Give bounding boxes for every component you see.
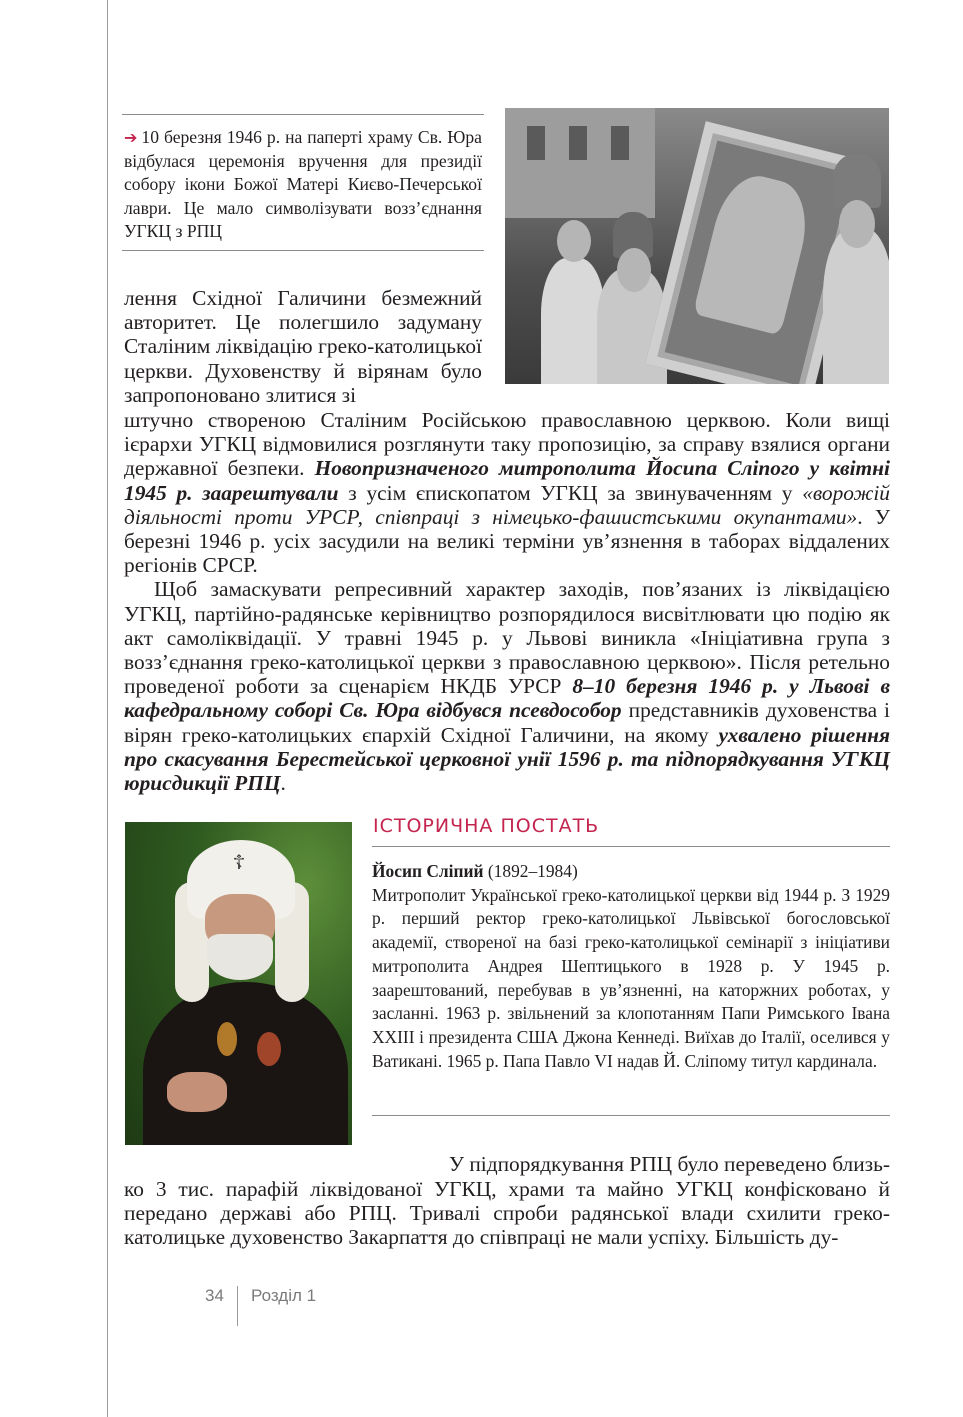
p2-emphasis-d: ухвалено рішення про скасування Берестейської церковної унії 1596 р. та підпорядкування УГКЦ юрисдикції РПЦ [124,722,890,796]
portrait-photo [125,822,352,1145]
p2-text-a: Щоб замаскувати репресивний характер заходів, пов’язаних із ліквідацією УГКЦ, партійно-радянське керівництво розпорядилося висвітлювати цю подію як акт самоліквідації. У травні 1945 р. у Львові виникла «Ініціативна група з возз’єднання греко-католицької церкви з православною церквою». Після ретельно проведеної роботи за сценарієм НКДБ УРСР [124,577,890,699]
p1-text-a: штучно створеною Сталіним Російською православною церквою. Коли вищі ієрархи УГКЦ відмовилися розглянути таку пропозицію, за справу взялися органи державної безпеки. [124,408,890,481]
arrow-icon: ➔ [124,128,138,147]
portrait-beard [207,934,273,980]
after-paragraph: ко 3 тис. парафій ліквідованої УГКЦ, храми та майно УГКЦ конфісковано й передано державі або РПЦ. Тривалі спроби радянської влади схилити греко-католицьке духовенство Закарпаття до співпраці не мали успіху. Більшість ду- [124,1177,890,1250]
photo-head [839,200,875,248]
photo-head [617,248,651,292]
p2-emphasis-b: 8–10 березня 1946 р. у Львові в кафедральному соборі Св. Юра відбувся псевдособор [124,674,890,723]
p1-text-e: . У березні 1946 р. усіх засудили на великі терміни ув’язнення в таборах віддалених регіонів СРСР. [124,504,891,578]
section-title: ІСТОРИЧНА ПОСТАТЬ [373,815,600,837]
photo-head [557,220,591,262]
portrait-robe [143,982,348,1145]
caption-top-rule [122,114,484,115]
caption-bottom-rule [122,250,484,251]
figure-name: Йосип Сліпий [372,861,484,881]
cross-icon: ☦ [232,850,246,874]
photo-icon-image [693,168,817,335]
main-text [124,408,890,795]
footer-separator [237,1286,238,1326]
figure-years: (1892–1984) [483,861,578,881]
ceremony-photo [505,108,889,384]
photo-figure [541,258,605,384]
caption-text: 10 березня 1946 р. на паперті храму Св. Юра відбулася церемонія вручення для президії собору ікони Божої Матері Києво-Печерської лаври. Це мало символізувати возз’єднання УГКЦ з РПЦ [124,127,482,242]
figure-bio-text: Митрополит Української греко-католицької церкви від 1944 р. З 1929 р. перший ректор греко-католицької Львівської богословської академії, створеної на базі греко-католицької семінарії з ініціативи митрополита Андрея Шептицького в 1928 р. У 1945 р. заарештований, перебував в ув’язненні, на каторжних роботах, у засланні. 1963 р. звільнений за клопотанням Папи Римського Івана XXIII і президента США Джона Кеннеді. Виїхав до Італії, оселився у Ватикані. 1965 р. Папа Павло VI надав Й. Сліпому титул кардинала. [372,884,890,1071]
section-title-rule [372,846,890,847]
photo-window [527,126,545,160]
paragraph-2 [124,577,890,795]
section-bottom-rule [372,1115,890,1116]
p1-quote-d: «ворожій діяльності проти УРСР, співпраці з німецько-фашистськими окупантами» [124,480,891,529]
p1-emphasis-b: Новопризначеного митрополита Йосипа Сліпого у квітні 1945 р. заарештували [124,456,890,505]
portrait-hand [167,1072,227,1112]
page-number: 34 [205,1286,224,1305]
photo-window [611,126,629,160]
pectoral-cross-icon [217,1022,237,1056]
wrapped-paragraph: лення Східної Галичини безмежний авторитет. Це полегшило задуману Сталіним ліквідацію греко-католицької церкви. Духовенству й вірянам було запропоновано злитися зі [124,286,482,407]
p2-text-c: представників духовенства і вірян греко-католицьких єпархій Східної Галичини, на якому [124,698,890,747]
section-label: Розділ 1 [251,1286,317,1305]
photo-wall [505,108,655,218]
paragraph-1 [124,408,890,577]
margin-rule [107,0,108,1417]
panagia-icon [257,1032,281,1066]
after-first-line: У підпорядкування РПЦ було переведено близь- [448,1152,890,1176]
photo-window [569,126,587,160]
p1-text-c: з усім єпископатом УГКЦ за звинуваченням у [338,480,803,505]
historical-figure-bio [372,860,890,1073]
photo-figure [823,228,889,384]
photo-caption [124,126,482,244]
p2-text-e: . [280,771,286,796]
